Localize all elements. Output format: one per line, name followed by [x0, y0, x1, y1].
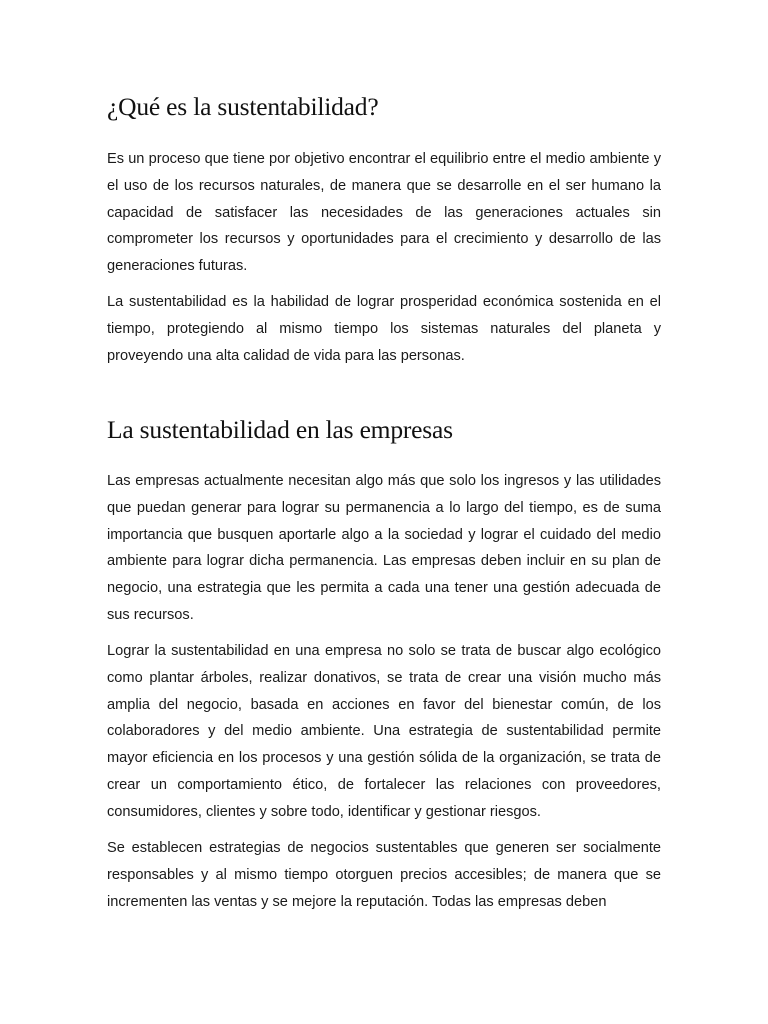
paragraph-companies-strategy: Lograr la sustentabilidad en una empresa no solo se trata de buscar algo ecológico como plantar árboles, realizar donativos, se trata de crear una visión mucho más amplia del negocio, basada en acciones en favor del bienestar común, de los colaboradores y del medio ambiente. Una estrategia de sustentabilidad permite mayor eficiencia en los procesos y una gestión sólida de la organización, se trata de crear un comportamiento ético, de fortalecer las relaciones con proveedores, consumidores, clientes y sobre todo, identificar y gestionar riesgos.	[107, 643, 661, 820]
paragraph-prosperity: La sustentabilidad es la habilidad de lograr prosperidad económica sostenida en el tiempo, protegiendo al mismo tiempo los sistemas naturales del planeta y proveyendo una alta calidad de vida para las personas.	[107, 294, 661, 364]
paragraph-definition: Es un proceso que tiene por objetivo encontrar el equilibrio entre el medio ambiente y el uso de los recursos naturales, de manera que se desarrolle en el ser humano la capacidad de satisfacer las necesidades de las generaciones actuales sin comprometer los recursos y oportunidades para el crecimiento y desarrollo de las generaciones futuras.	[107, 151, 661, 275]
paragraph-companies-business: Se establecen estrategias de negocios sustentables que generen ser socialmente responsables y al mismo tiempo otorguen precios accesibles; de manera que se incrementen las ventas y se mejore la reputación. Todas las empresas deben	[107, 840, 661, 910]
paragraph-companies-needs: Las empresas actualmente necesitan algo más que solo los ingresos y las utilidades que puedan generar para lograr su permanencia a lo largo del tiempo, es de suma importancia que busquen aportarle algo a la sociedad y lograr el cuidado del medio ambiente para lograr dicha permanencia. Las empresas deben incluir en su plan de negocio, una estrategia que les permita a cada una tener una gestión adecuada de sus recursos.	[107, 473, 661, 623]
section-heading-sustainability: ¿Qué es la sustentabilidad?	[107, 92, 379, 121]
section-heading-companies: La sustentabilidad en las empresas	[107, 415, 453, 444]
